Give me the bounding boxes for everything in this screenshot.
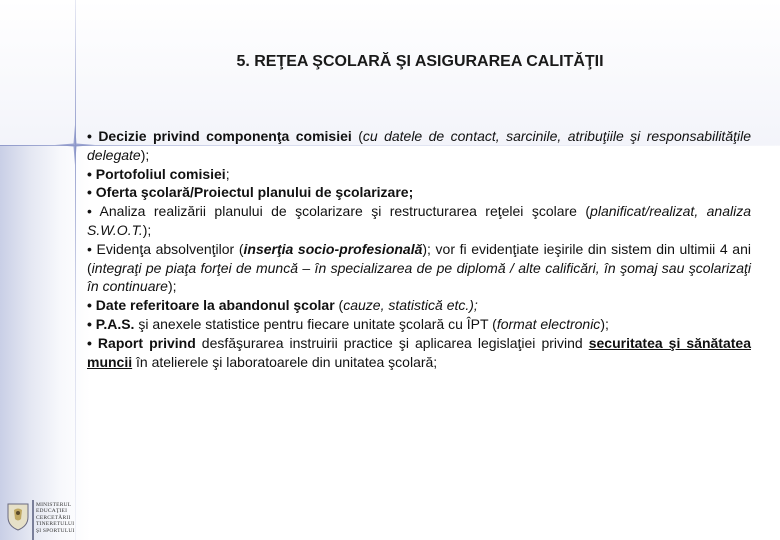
list-item: • Evidenţa absolvenţilor (inserţia socio-profesională); vor fi evidenţiate ieşirile din sistem din ultimii 4 ani (integraţi pe piaţa forţei de muncă – în specializarea de pe diplomă / alte calificări, în şomaj sau şcolarizaţi în continuare);: [87, 240, 751, 295]
list-item: • Decizie privind componenţa comisiei (cu datele de contact, sarcinile, atribuţiile şi responsabilităţile delegate);: [87, 128, 751, 163]
list-item: • Raport privind desfăşurarea instruirii practice şi aplicarea legislaţiei privind securitatea şi sănătatea muncii în atelierele şi laboratoarele din unitatea şcolară;: [87, 334, 751, 370]
slide-title: 5. REŢEA ŞCOLARĂ ŞI ASIGURAREA CALITĂŢII: [236, 53, 604, 70]
list-item: • Portofoliul comisiei;: [87, 165, 230, 182]
logo-text: MINISTERUL EDUCAŢIEI CERCETĂRII TINERETULUI ŞI SPORTULUI: [36, 502, 75, 534]
list-item: • Oferta şcolară/Proiectul planului de şcolarizare;: [87, 184, 414, 201]
list-item: • P.A.S. şi anexele statistice pentru fiecare unitate şcolară cu ÎPT (format electronic);: [87, 315, 609, 332]
list-item: • Analiza realizării planului de şcolarizare şi restructurarea reţelei şcolare (planificat/realizat, analiza S.W.O.T.);: [87, 203, 751, 238]
slide-body: [87, 127, 751, 371]
vertical-accent-line: [75, 0, 76, 540]
logo-divider: [32, 500, 34, 540]
coat-of-arms-icon: [6, 501, 30, 531]
slide-top-band: [0, 0, 780, 145]
list-item: • Date referitoare la abandonul şcolar (cauze, statistică etc.);: [87, 297, 478, 314]
ministry-logo: [4, 498, 80, 540]
